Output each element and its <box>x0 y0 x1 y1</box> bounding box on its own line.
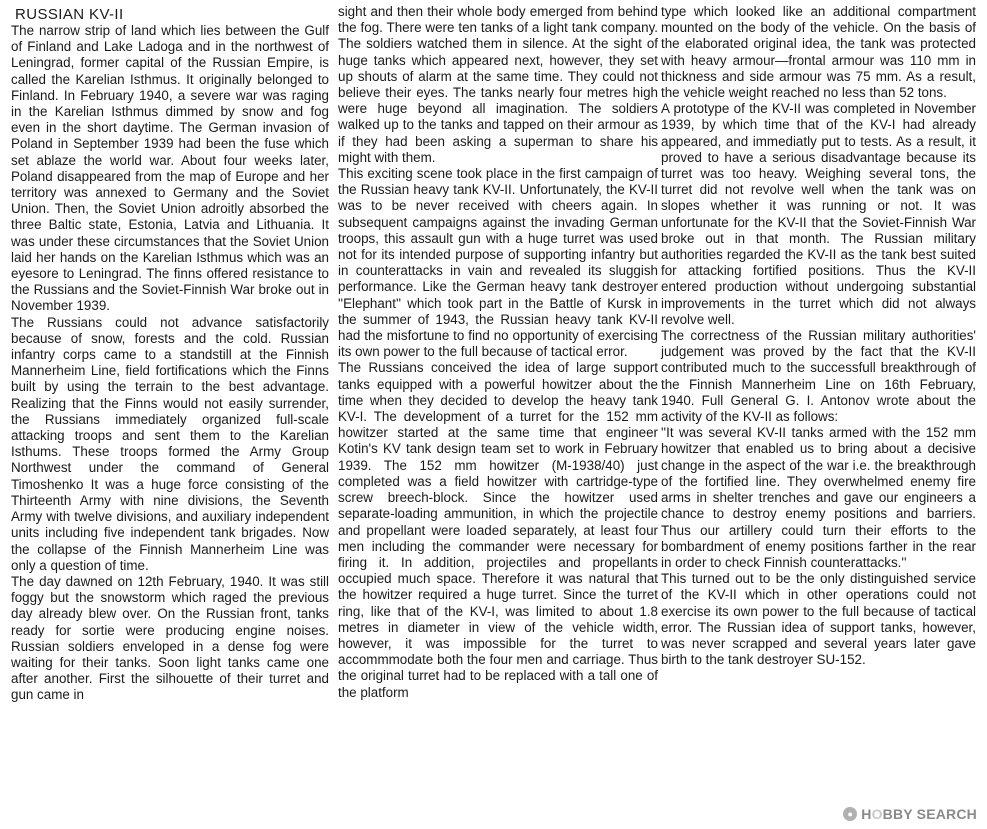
paragraph: ''It was several KV-II tanks armed with the 152 mm howitzer that enabled us to bring about a decisive change in the aspect of the war i.e. the breakthrough of the fortified line. They overwhelmed enemy fire arms in shelter trenches and gave our engineers a chance to destroy enemy positions and barriers. Thus our artillery could turn their efforts to the bombardment of enemy positions farther in the rear in order to check Finnish counterattacks.'' <box>661 425 976 570</box>
text-column-1 <box>11 4 329 704</box>
paragraph: This turned out to be the only distinguished service of the KV-II which in other operations could not exercise its own power to the full because of tactical error. The Russian idea of support tanks, however, was never scrapped and several years later gave birth to the tank destroyer SU-152. <box>661 571 976 668</box>
paragraph: The correctness of the Russian military authorities' judgement was proved by the fact that the KV-II contributed much to the successfull breakthrough of the Finnish Mannerheim Line on 16th February, 1940. Full General G. I. Antonov wrote about the activity of the KV-II as follows: <box>661 328 976 425</box>
article-title: RUSSIAN KV-II <box>15 6 124 23</box>
hobby-search-watermark <box>843 806 977 822</box>
hobby-search-logo-icon: ● <box>843 807 857 821</box>
paragraph: type which looked like an additional compartment mounted on the body of the vehicle. On the basis of the elaborated original idea, the tank was protected with heavy armour—frontal armour was 110 mm in thickness and side armour was 75 mm. As a result, the vehicle weight reached no less than 52 tons. <box>661 4 976 101</box>
watermark-text-accent: O <box>871 806 883 822</box>
text-column-3 <box>661 4 976 668</box>
watermark-text-part: BBY <box>882 806 913 822</box>
watermark-text <box>861 806 977 822</box>
paragraph: The narrow strip of land which lies between the Gulf of Finland and Lake Ladoga and in the northwest of Leningrad, former capital of the Russian Empire, is called the Karelian Isthmus. It originally belonged to Finland. In February 1940, a severe war was raging in the Karelian Isthmus dimmed by snow and fog even in the short daytime. The German invasion of Poland in September 1939 had been the fuse which set ablaze the world war. About four weeks later, Poland disappeared from the map of Europe and her territory was annexed to Germany and the Soviet Union. Then, the Soviet Union adroitly absorbed the three Baltic state, Estonia, Latvia and Lithuania. It was under these circumstances that the Soviet Union laid her hands on the Karelian Isthmus which was an eyesore to Leningrad. The finns offered resistance to the Russians and the Soviet-Finnish War broke out in November 1939. <box>11 23 329 314</box>
paragraph: The Russians conceived the idea of large support tanks equipped with a powerful howitzer about the time when they decided to develop the heavy tank KV-I. The development of a turret for the 152 mm howitzer started at the same time that engineer Kotin's KV tank design team set to work in February 1939. The 152 mm howitzer (M-1938/40) just completed was a field howitzer with cartridge-type screw breech-block. Since the howitzer used separate-loading ammunition, in which the projectile and propellant were loaded separately, at least four men including the commander were necessary for firing it. In addition, projectiles and propellants occupied much space. Therefore it was natural that the howitzer required a huge turret. Since the turret ring, like that of the KV-I, was limited to about 1.8 metres in diameter in view of the vehicle width, however, it was impossible for the turret to accommmodate both the four men and carriage. Thus the original turret had to be replaced with a tall one of the platform <box>338 360 658 700</box>
text-column-2 <box>338 4 658 701</box>
paragraph: The day dawned on 12th February, 1940. It was still foggy but the snowstorm which raged the previous day already blew over. On the Russian front, tanks ready for sortie were producing engine noises. Russian soldiers enveloped in a dense fog were waiting for their tanks. Soon light tanks came one after another. First the silhouette of their turret and gun came in <box>11 573 329 703</box>
watermark-text-part: H <box>861 806 872 822</box>
paragraph: sight and then their whole body emerged from behind the fog. There were ten tanks of a light tank company. The soldiers watched them in silence. At the sight of huge tanks which appeared next, however, they set up shouts of alarm at the same time. They could not believe their eyes. The tanks nearly four metres high were huge beyond all imagination. The soldiers walked up to the tanks and tapped on their armour as if they had been asking a superman to share his might with them. <box>338 4 658 165</box>
paragraph: This exciting scene took place in the first campaign of the Russian heavy tank KV-II. Unfortunately, the KV-II was to be never received with cheers again. In subsequent campaigns against the invading German troops, this assault gun with a huge turret was used not for its intended purpose of supporting infantry but in counterattacks in vain and revealed its sluggish performance. Like the German heavy tank destroyer ''Elephant'' which took part in the Battle of Kursk in the summer of 1943, the Russian heavy tank KV-II had the misfortune to find no opportunity of exercising its own power to the full because of tactical error. <box>338 166 658 360</box>
paragraph: The Russians could not advance satisfactorily because of snow, forests and the cold. Russian infantry corps came to a standstill at the Finnish Mannerheim Line, field fortifications which the Finns built by using the terrain to the best advantage. Realizing that the Finns would not easily surrender, the Russians immediately organized full-scale attacking troops and sent them to the Karelian Isthums. These troops formed the Army Group Northwest under the command of General Timoshenko It was a huge force consisting of the Thirteenth Army with nine divisions, the Seventh Army with twelve divisions, and auxiliary independent units including five independent tank brigades. Now the collapse of the Finnish Mannerheim Line was only a question of time. <box>11 314 329 573</box>
paragraph: A prototype of the KV-II was completed in November 1939, by which time that of the KV-I had already appeared, and immediatly put to tests. As a result, it proved to have a serious disadvantage because its turret was too heavy. Weighing several tons, the turret did not revolve well when the tank was on slopes whether it was running or not. It was unfortunate for the KV-II that the Soviet-Finnish War broke out in that month. The Russian military authorities regarded the KV-II as the tank best suited for attacking fortified positions. Thus the KV-II entered production without undergoing substantial improvements in the turret which did not always revolve well. <box>661 101 976 327</box>
watermark-text-part: SEARCH <box>912 806 977 822</box>
